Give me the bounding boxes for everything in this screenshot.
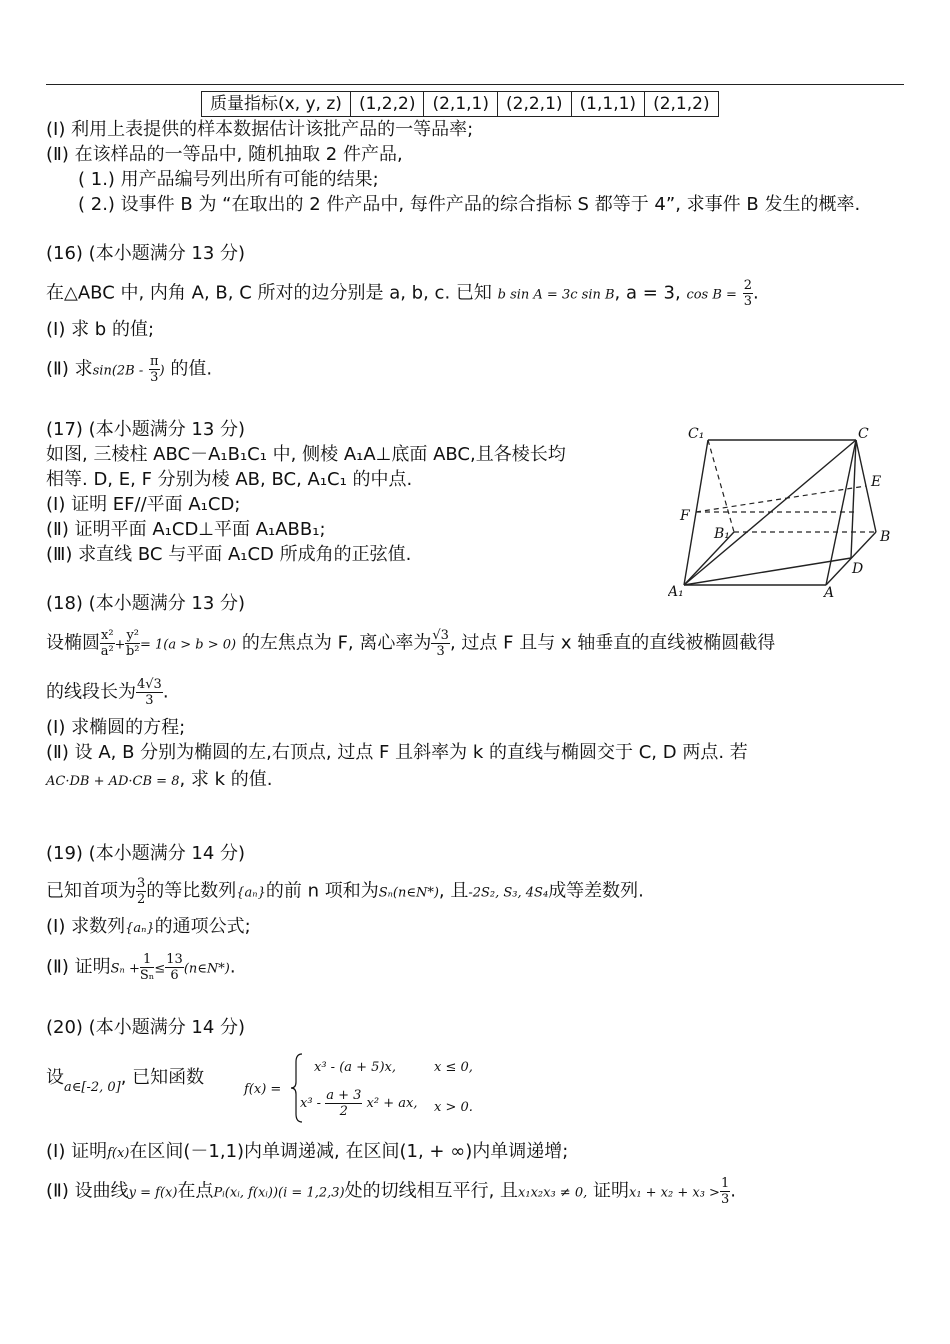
q18-len-den: 3 <box>145 693 154 708</box>
q20-fx: f(x) = <box>244 1082 282 1097</box>
q20-part2-d: 证明 <box>592 1180 629 1202</box>
q20-case2-b: x² + ax, <box>366 1096 418 1111</box>
table-cell: (2,1,2) <box>645 92 719 117</box>
q19-first-fraction <box>136 876 146 907</box>
q20-part2 <box>46 1176 736 1207</box>
q19-first-num: 3 <box>137 876 146 891</box>
label-c1: C₁ <box>688 426 705 442</box>
q19-stem-a: 已知首项为 <box>46 880 136 902</box>
label-a1: A₁ <box>668 584 684 600</box>
table-cell: (2,1,1) <box>424 92 498 117</box>
q20-case2 <box>300 1088 417 1119</box>
q19-stem-e: 成等差数列. <box>548 880 644 902</box>
q20-part2-a: (Ⅱ) 设曲线 <box>46 1180 129 1202</box>
q16-part2-b: 的值. <box>170 358 213 380</box>
q17-part2: (Ⅱ) 证明平面 A₁CD⊥平面 A₁ABB₁; <box>46 519 326 540</box>
q18-y-den: b² <box>125 644 140 659</box>
table-header-cell: 质量指标(x, y, z) <box>202 92 351 117</box>
q20-points: Pᵢ(xᵢ, f(xᵢ))(i = 1,2,3) <box>213 1185 345 1201</box>
q19-ineq-a: Sₙ + <box>110 961 140 977</box>
q19-seq: {aₙ} <box>236 885 266 901</box>
q20-part2-b: 在点 <box>177 1180 214 1202</box>
q18-stem-d: 的线段长为 <box>46 681 136 703</box>
q17-part1: (Ⅰ) 证明 EF//平面 A₁CD; <box>46 494 241 515</box>
table-cell: (1,1,1) <box>571 92 645 117</box>
q19-part2-a: (Ⅱ) 证明 <box>46 956 111 978</box>
q18-stem1 <box>46 628 775 659</box>
q19-recip-num: 1 <box>140 952 155 968</box>
q19-part1-a: (Ⅰ) 求数列 <box>46 916 126 937</box>
q20-third-fraction <box>720 1176 730 1207</box>
q16-part2-close: ) <box>159 363 165 379</box>
q17-part3: (Ⅲ) 求直线 BC 与平面 A₁CD 所成角的正弦值. <box>46 544 412 565</box>
q16-cosb-den: 3 <box>743 294 752 309</box>
q18-stem-c: , 过点 F 且与 x 轴垂直的直线被椭圆截得 <box>449 632 776 654</box>
q19-stem-b: 的等比数列 <box>146 880 237 902</box>
q16-pi-den: 3 <box>150 370 159 385</box>
q20-case2-fraction <box>325 1088 362 1119</box>
q18-ellipse-cond: = 1(a > b > 0) <box>140 637 237 653</box>
q17-stem2: 相等. D, E, F 分别为棱 AB, BC, A₁C₁ 的中点. <box>46 469 413 490</box>
q19-rhs-fraction <box>165 952 184 983</box>
q18-x-num: x² <box>101 628 114 643</box>
q20-third-num: 1 <box>720 1176 730 1191</box>
q18-y-num: y² <box>126 628 140 643</box>
q19-stem <box>46 876 644 907</box>
q18-len-fraction <box>136 677 163 708</box>
q15-part2: (Ⅱ) 在该样品的一等品中, 随机抽取 2 件产品, <box>46 144 403 165</box>
q19-part1 <box>46 915 251 941</box>
q18-part1: (Ⅰ) 求椭圆的方程; <box>46 717 186 738</box>
q16-cosb-num: 2 <box>743 278 752 293</box>
q16-title: (16) (本小题满分 13 分) <box>46 243 246 264</box>
q20-sum: x₁ + x₂ + x₃ > <box>628 1185 720 1201</box>
q19-first-den: 2 <box>137 892 146 907</box>
q17-title: (17) (本小题满分 13 分) <box>46 419 246 440</box>
q20-prod: x₁x₂x₃ ≠ 0, <box>518 1185 588 1201</box>
q19-arith: -2S₂, S₃, 4S₄ <box>468 885 549 901</box>
q16-part2-formula: sin(2B - <box>92 363 144 379</box>
label-a: A <box>824 585 835 600</box>
q18-stem-b: 的左焦点为 F, 离心率为 <box>241 632 432 654</box>
prism-figure <box>668 420 898 600</box>
q19-rhs-den: 6 <box>170 968 179 983</box>
q20-domain: a∈[-2, 0] <box>64 1080 121 1095</box>
q20-stem <box>46 1066 205 1095</box>
q20-part2-c: 处的切线相互平行, 且 <box>344 1180 519 1202</box>
q20-case2-a: x³ - <box>300 1096 322 1111</box>
q20-case1-cond: x ≤ 0, <box>434 1060 473 1075</box>
q16-part2-a: (Ⅱ) 求 <box>46 358 93 380</box>
label-b: B <box>880 529 891 545</box>
q18-stem-e: . <box>162 681 169 703</box>
q16-stem-a: 在△ABC 中, 内角 A, B, C 所对的边分别是 a, b, c. 已知 <box>46 282 492 304</box>
q18-part2-line2 <box>46 768 273 794</box>
q20-case2-num: a + 3 <box>326 1088 362 1103</box>
q15-part1: (Ⅰ) 利用上表提供的样本数据估计该批产品的一等品率; <box>46 119 474 140</box>
q20-part1-a: (Ⅰ) 证明 <box>46 1141 108 1162</box>
q20-stem-b: , 已知函数 <box>120 1067 205 1088</box>
q19-part2 <box>46 952 236 983</box>
q18-dot-formula: AC·DB + AD·CB = 8 <box>46 774 180 789</box>
table-cell: (1,2,2) <box>350 92 424 117</box>
q20-case2-den: 2 <box>339 1104 348 1119</box>
q19-part2-end: . <box>229 956 236 978</box>
q20-part1-b: 在区间(－1,1)内单调递减, 在区间(1, + ∞)内单调递增; <box>129 1141 569 1162</box>
q16-stem-b: , a = 3, <box>614 282 681 304</box>
q19-ineq-b: (n∈N*) <box>183 961 230 977</box>
q20-part1-f: f(x) <box>107 1146 130 1161</box>
q19-part1-b: 的通项公式; <box>154 916 251 937</box>
q16-formula2: cos B = <box>686 287 737 303</box>
q20-case2-cond: x > 0. <box>434 1100 473 1115</box>
q15-sub1: ( 1.) 用产品编号列出所有可能的结果; <box>78 169 379 190</box>
q18-stem-a: 设椭圆 <box>46 632 100 654</box>
q20-title: (20) (本小题满分 14 分) <box>46 1017 246 1038</box>
q18-ecc-den: 3 <box>436 644 445 659</box>
q18-ecc-fraction <box>431 628 450 659</box>
q19-part1-seq: {aₙ} <box>125 921 155 936</box>
header-rule <box>46 84 904 85</box>
q18-ecc-num: √3 <box>432 628 449 643</box>
q15-sub2: ( 2.) 设事件 B 为 “在取出的 2 件产品中, 每件产品的综合指标 S 都等于 4”, 求事件 B 发生的概率. <box>78 194 861 215</box>
q18-x-fraction <box>100 628 115 659</box>
q19-rhs-num: 13 <box>166 952 183 967</box>
label-c: C <box>858 426 869 442</box>
q18-title: (18) (本小题满分 13 分) <box>46 593 246 614</box>
label-f: F <box>680 508 690 524</box>
q18-stem2 <box>46 677 169 708</box>
q19-le: ≤ <box>154 961 166 977</box>
q18-y-fraction <box>125 628 140 659</box>
label-d: D <box>852 561 864 577</box>
q16-cosb-fraction <box>743 278 753 309</box>
q18-x-den: a² <box>100 644 114 659</box>
table-row <box>202 92 719 117</box>
q20-stem-a: 设 <box>46 1067 64 1088</box>
q16-part2 <box>46 354 212 385</box>
q20-part1 <box>46 1140 568 1166</box>
q20-case1: x³ - (a + 5)x, <box>314 1060 396 1075</box>
q19-title: (19) (本小题满分 14 分) <box>46 843 246 864</box>
q16-part1: (Ⅰ) 求 b 的值; <box>46 319 155 340</box>
q18-part2-end: , 求 k 的值. <box>179 769 273 790</box>
q20-part2-end: . <box>730 1180 736 1202</box>
q18-len-num: 4√3 <box>137 677 162 692</box>
q20-third-den: 3 <box>720 1192 730 1207</box>
q19-stem-d: , 且 <box>438 880 469 902</box>
label-e: E <box>871 474 882 490</box>
q19-sn: Sₙ(n∈N*) <box>378 885 439 901</box>
q19-recip-den: Sₙ <box>139 968 155 983</box>
quality-index-table <box>201 91 719 117</box>
q19-stem-c: 的前 n 项和为 <box>265 880 379 902</box>
q16-stem: 在△ABC 中, 内角 A, B, C 所对的边分别是 a, b, c. 已知 b sin A = 3c sin B, a = 3, cos B = $\frac{2}{3}$ . <box>46 278 759 309</box>
label-b1: B₁ <box>714 526 730 542</box>
q18-plus: + <box>114 637 126 653</box>
q17-stem1: 如图, 三棱柱 ABC－A₁B₁C₁ 中, 侧棱 A₁A⊥底面 ABC,且各棱长均 <box>46 444 566 465</box>
q16-formula1: b sin A = 3c sin B <box>497 287 615 303</box>
q20-curve: y = f(x) <box>128 1185 178 1201</box>
q19-recip-fraction <box>140 952 155 983</box>
q16-pi-fraction <box>149 354 160 385</box>
q16-pi-num: π <box>150 354 159 369</box>
q18-part2: (Ⅱ) 设 A, B 分别为椭圆的左,右顶点, 过点 F 且斜率为 k 的直线与椭圆交于 C, D 两点. 若 <box>46 742 748 763</box>
table-cell: (2,2,1) <box>498 92 572 117</box>
